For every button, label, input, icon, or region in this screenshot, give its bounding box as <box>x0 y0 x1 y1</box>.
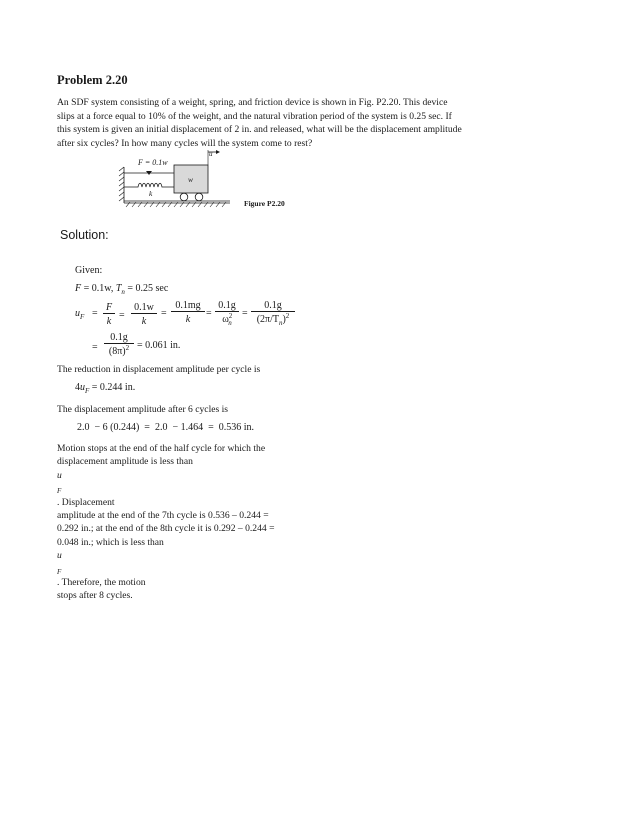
period-subscript: n <box>121 288 125 296</box>
given-label: Given: <box>75 265 103 276</box>
figure-p2-20 <box>110 145 250 210</box>
mass-label: w <box>188 175 194 184</box>
fraction-f-over-k: $\frac{F}{k}$ <box>103 302 115 327</box>
after6-equation: 2.0 − 6 (0.244) = 2.0 − 1.464 = 0.536 in. <box>77 422 254 433</box>
fraction-01g-over-2pi-tn: $\frac{0.1g}{(2\pi/T_n)^2}$ <box>251 300 295 325</box>
ground <box>124 201 230 207</box>
spring <box>124 183 174 187</box>
reduction-text: The reduction in displacement amplitude per cycle is <box>57 364 261 375</box>
problem-title: Problem 2.20 <box>57 73 128 87</box>
statement-line-2: slips at a force equal to 10% of the weight, and the natural vibration period of the system is 0.25 sec. If <box>57 110 452 122</box>
statement-line-1: An SDF system consisting of a weight, spring, and friction device is shown in Fig. P2.20. This device <box>57 97 448 108</box>
fraction-01g-over-omega: $\frac{0.1g}{\omega^2_n}$ <box>215 300 239 325</box>
equals-6: = <box>92 342 98 353</box>
fraction-01mg-over-k: $\frac{0.1mg}{k}$ <box>171 300 205 325</box>
force-label: F = 0.1w <box>138 158 168 167</box>
fraction-01w-over-k: $\frac{0.1w}{k}$ <box>131 302 157 327</box>
reduction-equation: $4u_F = 0.244$ in. <box>75 382 136 395</box>
comma: , <box>110 283 114 294</box>
equals-3: = <box>161 308 167 319</box>
arrow-head-icon <box>216 150 220 154</box>
conclusion-line-2: displacement amplitude is less than u F . Displacement <box>57 456 193 508</box>
period-value: = 0.25 sec <box>127 283 169 294</box>
conclusion-line-4: 0.292 in.; at the end of the 8th cycle it is 0.292 – 0.244 = <box>57 523 275 535</box>
conclusion-line-6: stops after 8 cycles. <box>57 590 133 602</box>
wall <box>119 167 124 203</box>
conclusion-line-5: 0.048 in.; which is less than u F . Therefore, the motion <box>57 536 164 589</box>
equals-2: = <box>119 310 125 321</box>
equals-5: = <box>242 308 248 319</box>
wheel-right <box>195 193 203 201</box>
fraction-01g-over-8pi: $\frac{0.1g}{(8\pi)^2}$ <box>104 332 134 357</box>
conclusion-line-1: Motion stops at the end of the half cycle for which the <box>57 443 266 454</box>
equals-sign: = <box>83 283 90 294</box>
solution-heading: Solution: <box>60 228 109 242</box>
statement-line-3: this system is given an initial displacement of 2 in. and released, what will be the displacement amplitude <box>57 124 462 136</box>
uf-result: = 0.061 in. <box>137 340 181 351</box>
force-value: 0.1w <box>91 283 111 294</box>
problem-statement <box>57 96 491 150</box>
conclusion-line-3: amplitude at the end of the 7th cycle is 0.536 – 0.244 = <box>57 510 269 522</box>
equals-4: = <box>206 308 212 319</box>
statement-line-4: after six cycles? In how many cycles will the system come to rest? <box>57 137 313 149</box>
wheel-left <box>180 193 188 201</box>
uf-derivation <box>75 298 335 368</box>
conclusion-paragraph <box>57 442 307 603</box>
uf-symbol: $u_F$ <box>75 308 85 321</box>
given-equation <box>75 283 168 294</box>
period-symbol: T <box>115 283 122 294</box>
force-symbol: F <box>75 283 82 294</box>
figure-caption: Figure P2.20 <box>244 199 285 208</box>
spring-label: k <box>149 189 153 198</box>
equals-1: = <box>92 308 98 319</box>
displacement-label: u <box>209 150 213 158</box>
after6-text: The displacement amplitude after 6 cycles is <box>57 404 229 415</box>
